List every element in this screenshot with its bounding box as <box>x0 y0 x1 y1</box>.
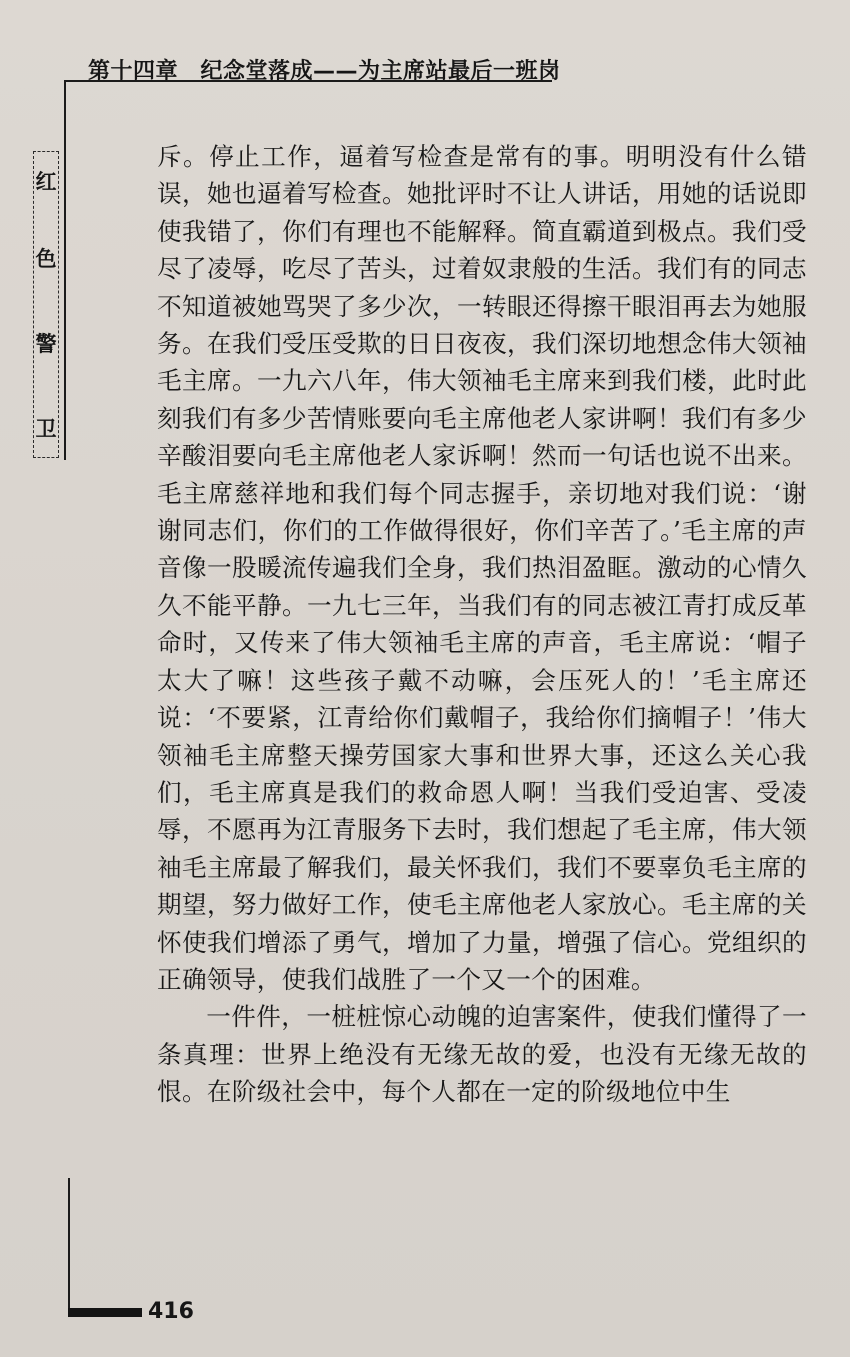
side-title-char: 红 <box>35 170 57 194</box>
paragraph: 一件件，一桩桩惊心动魄的迫害案件，使我们懂得了一条真理：世界上绝没有无缘无故的爱，也没有无缘无故的恨。在阶级社会中，每个人都在一定的阶级地位中生 <box>157 1002 807 1107</box>
page-number-bar <box>68 1308 142 1317</box>
side-title-char: 色 <box>35 247 57 271</box>
body-text <box>157 138 807 1111</box>
side-title-char: 卫 <box>35 417 57 441</box>
header-rule <box>64 80 552 82</box>
page-number: 416 <box>148 1299 194 1324</box>
margin-rule-top <box>64 80 66 460</box>
chapter-header: 第十四章 纪念堂落成——为主席站最后一班岗 <box>88 59 561 84</box>
side-book-title-box <box>33 151 59 458</box>
side-title-char: 警 <box>35 332 57 356</box>
paragraph: 斥。停止工作，逼着写检查是常有的事。明明没有什么错误，她也逼着写检查。她批评时不让人讲话，用她的话说即使我错了，你们有理也不能解释。简直霸道到极点。我们受尽了凌辱，吃尽了苦头，过着奴隶般的生活。我们有的同志不知道被她骂哭了多少次，一转眼还得擦干眼泪再去为她服务。在我们受压受欺的日日夜夜，我们深切地想念伟大领袖毛主席。一九六八年，伟大领袖毛主席来到我们楼，此时此刻我们有多少苦情账要向毛主席他老人家讲啊！我们有多少辛酸泪要向毛主席他老人家诉啊！然而一句话也说不出来。毛主席慈祥地和我们每个同志握手，亲切地对我们说：‘谢谢同志们，你们的工作做得很好，你们辛苦了。’毛主席的声音像一股暖流传遍我们全身，我们热泪盈眶。激动的心情久久不能平静。一九七三年，当我们有的同志被江青打成反革命时，又传来了伟大领袖毛主席的声音，毛主席说：‘帽子太大了嘛！这些孩子戴不动嘛，会压死人的！’毛主席还说：‘不要紧，江青给你们戴帽子，我给你们摘帽子！’伟大领袖毛主席整天操劳国家大事和世界大事，还这么关心我们，毛主席真是我们的救命恩人啊！当我们受迫害、受凌辱，不愿再为江青服务下去时，我们想起了毛主席，伟大领袖毛主席最了解我们，最关怀我们，我们不要辜负毛主席的期望，努力做好工作，使毛主席他老人家放心。毛主席的关怀使我们增添了勇气，增加了力量，增强了信心。党组织的正确领导，使我们战胜了一个又一个的困难。 <box>157 142 807 994</box>
margin-rule-bottom <box>68 1178 70 1316</box>
